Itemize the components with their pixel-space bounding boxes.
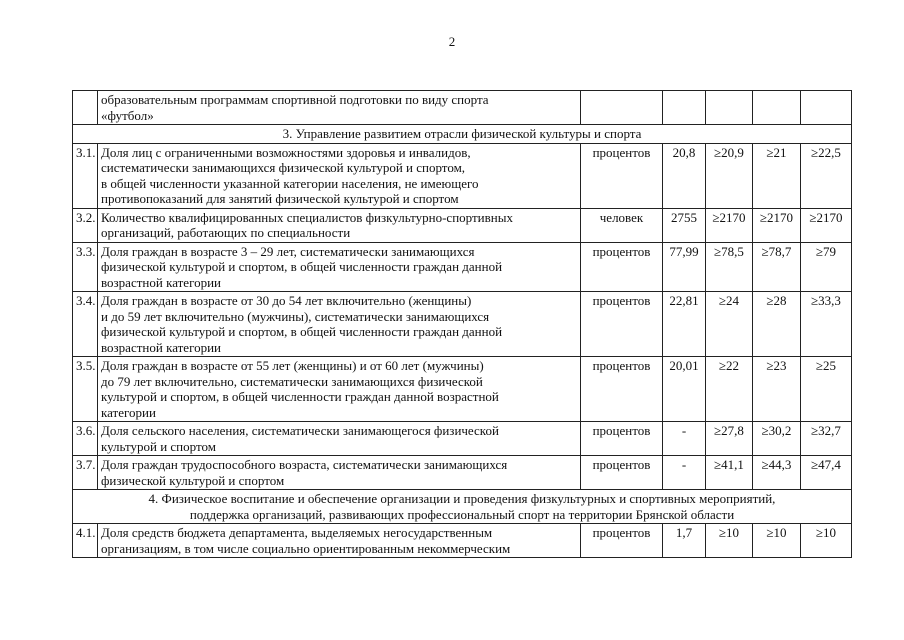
value-target-3-cell: ≥33,3 [801,292,852,357]
row-number-cell: 3.1. [73,143,98,208]
table-row [73,242,852,292]
table-row [73,456,852,490]
table-row [73,208,852,242]
unit-cell: человек [581,208,663,242]
value-base-cell: 77,99 [663,242,706,292]
value-target-1-cell: ≥78,5 [706,242,753,292]
value-base-cell: 22,81 [663,292,706,357]
page-number: 2 [448,34,456,49]
indicator-text: образовательным программам спортивной подготовки по виду спорта «футбол» [98,91,581,125]
value-cell [706,91,753,125]
section-header-row [73,490,852,524]
table-row [73,357,852,422]
value-target-1-cell: ≥24 [706,292,753,357]
value-cell [801,91,852,125]
table-row [73,292,852,357]
value-target-3-cell: ≥47,4 [801,456,852,490]
row-number-cell [73,91,98,125]
unit-cell: процентов [581,524,663,558]
section-4-heading: 4. Физическое воспитание и обеспечение организации и проведения физкультурных и спортивных мероприятий, поддержка организаций, развивающих профессиональный спорт на территории Брянской области [73,490,852,524]
value-target-3-cell: ≥79 [801,242,852,292]
row-number-cell: 3.2. [73,208,98,242]
row-number-cell: 3.4. [73,292,98,357]
row-number-cell: 3.6. [73,422,98,456]
value-target-2-cell: ≥78,7 [753,242,801,292]
indicator-text: Доля средств бюджета департамента, выделяемых негосударственным организациям, в том числе социально ориентированным некоммерческим [98,524,581,558]
row-number-cell: 3.5. [73,357,98,422]
unit-cell: процентов [581,357,663,422]
section-3-heading: 3. Управление развитием отрасли физической культуры и спорта [73,125,852,144]
unit-cell: процентов [581,456,663,490]
value-cell [753,91,801,125]
continuation-row [73,91,852,125]
indicator-text: Доля сельского населения, систематически занимающегося физической культурой и спортом [98,422,581,456]
value-base-cell: 20,01 [663,357,706,422]
value-target-3-cell: ≥22,5 [801,143,852,208]
value-target-2-cell: ≥44,3 [753,456,801,490]
value-target-2-cell: ≥2170 [753,208,801,242]
unit-cell [581,91,663,125]
unit-cell: процентов [581,143,663,208]
indicator-text: Доля граждан в возрасте от 55 лет (женщины) и от 60 лет (мужчины) до 79 лет включительно, систематически занимающихся физической культурой и спортом, в общей численности граждан данной возрастной категории [98,357,581,422]
value-base-cell: 1,7 [663,524,706,558]
value-target-1-cell: ≥2170 [706,208,753,242]
unit-cell: процентов [581,422,663,456]
indicators-table [72,90,852,558]
indicator-text: Доля граждан в возрасте от 30 до 54 лет включительно (женщины) и до 59 лет включительно (мужчины), систематически занимающихся физической культурой и спортом, в общей численности граждан данной возрастной категории [98,292,581,357]
row-number-cell: 3.3. [73,242,98,292]
table-row [73,422,852,456]
unit-cell: процентов [581,242,663,292]
indicator-text: Доля граждан в возрасте 3 – 29 лет, систематически занимающихся физической культурой и спортом, в общей численности граждан данной возрастной категории [98,242,581,292]
value-target-2-cell: ≥21 [753,143,801,208]
value-target-1-cell: ≥22 [706,357,753,422]
value-target-2-cell: ≥28 [753,292,801,357]
value-target-1-cell: ≥27,8 [706,422,753,456]
value-base-cell: 20,8 [663,143,706,208]
value-target-3-cell: ≥32,7 [801,422,852,456]
value-target-1-cell: ≥10 [706,524,753,558]
value-base-cell: - [663,456,706,490]
value-target-3-cell: ≥10 [801,524,852,558]
indicator-text: Доля граждан трудоспособного возраста, систематически занимающихся физической культурой и спортом [98,456,581,490]
row-number-cell: 3.7. [73,456,98,490]
value-target-3-cell: ≥25 [801,357,852,422]
value-target-2-cell: ≥30,2 [753,422,801,456]
indicator-text: Количество квалифицированных специалистов физкультурно-спортивных организаций, работающих по специальности [98,208,581,242]
table-row [73,524,852,558]
value-base-cell: 2755 [663,208,706,242]
row-number-cell: 4.1. [73,524,98,558]
value-base-cell: - [663,422,706,456]
value-target-1-cell: ≥20,9 [706,143,753,208]
unit-cell: процентов [581,292,663,357]
value-target-2-cell: ≥23 [753,357,801,422]
value-target-1-cell: ≥41,1 [706,456,753,490]
value-target-2-cell: ≥10 [753,524,801,558]
value-cell [663,91,706,125]
indicator-text: Доля лиц с ограниченными возможностями здоровья и инвалидов, систематически занимающихся физической культурой и спортом, в общей численности указанной категории населения, не имеющего противопоказаний для занятий физической культурой и спортом [98,143,581,208]
value-target-3-cell: ≥2170 [801,208,852,242]
section-header-row [73,125,852,144]
table-row [73,143,852,208]
